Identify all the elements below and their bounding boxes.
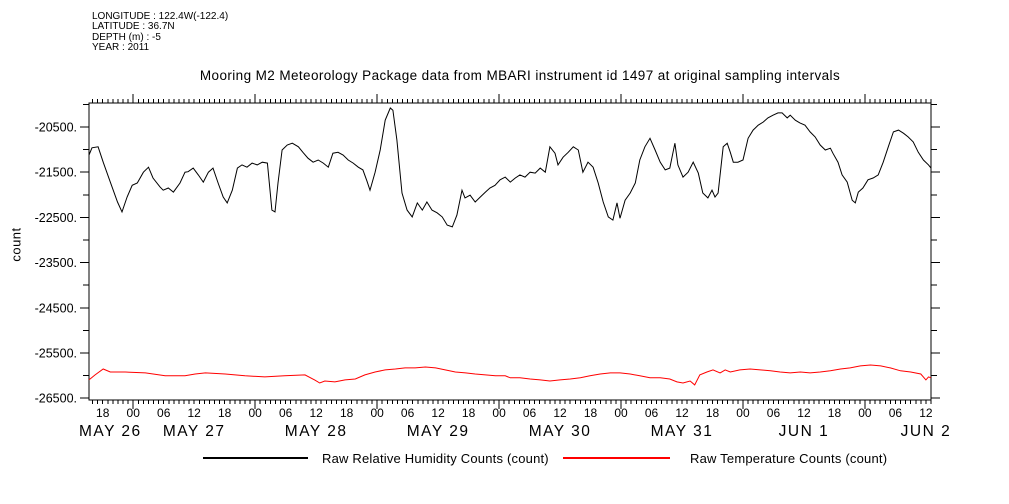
svg-text:12: 12	[553, 406, 567, 420]
svg-text:18: 18	[96, 406, 110, 420]
svg-text:18: 18	[827, 406, 842, 420]
svg-text:12: 12	[187, 406, 201, 420]
svg-text:00: 00	[858, 406, 872, 420]
svg-text:06: 06	[278, 406, 293, 420]
svg-text:06: 06	[522, 406, 537, 420]
svg-text:00: 00	[370, 406, 384, 420]
svg-text:18: 18	[217, 406, 232, 420]
svg-text:MAY 30: MAY 30	[528, 423, 592, 440]
svg-text:MAY 27: MAY 27	[162, 423, 226, 440]
svg-text:06: 06	[644, 406, 659, 420]
series-temperature-line	[89, 365, 931, 385]
legend-line-humidity	[203, 457, 308, 459]
svg-text:18: 18	[583, 406, 598, 420]
legend-line-temperature	[563, 457, 670, 459]
svg-text:-25500.: -25500.	[34, 346, 77, 361]
meta-depth: DEPTH (m) : -5	[92, 31, 161, 43]
svg-text:06: 06	[400, 406, 415, 420]
svg-text:18: 18	[705, 406, 720, 420]
svg-text:18: 18	[339, 406, 354, 420]
svg-text:MAY 29: MAY 29	[406, 423, 470, 440]
legend-label-temperature: Raw Temperature Counts (count)	[690, 451, 888, 466]
svg-text:-26500.: -26500.	[34, 391, 77, 406]
svg-text:MAY 31: MAY 31	[650, 423, 714, 440]
svg-text:-22500.: -22500.	[34, 210, 77, 225]
meta-latitude: LATITUDE : 36.7N	[92, 21, 175, 33]
legend-label-humidity: Raw Relative Humidity Counts (count)	[322, 451, 549, 466]
chart-title: Mooring M2 Meteorology Package data from MBARI instrument id 1497 at original sampling intervals	[199, 68, 841, 83]
svg-text:12: 12	[797, 406, 811, 420]
meta-longitude: LONGITUDE : 122.4W(-122.4)	[92, 11, 229, 22]
svg-text:00: 00	[736, 406, 750, 420]
svg-text:JUN 2: JUN 2	[900, 423, 952, 440]
svg-text:12: 12	[309, 406, 323, 420]
series-relative-humidity-line	[89, 108, 931, 227]
svg-text:00: 00	[614, 406, 628, 420]
svg-text:-23500.: -23500.	[34, 256, 77, 271]
y-tick-labels	[35, 120, 77, 405]
svg-text:06: 06	[888, 406, 903, 420]
svg-text:MAY 28: MAY 28	[284, 423, 348, 440]
plot-frame	[89, 103, 931, 400]
svg-text:06: 06	[766, 406, 781, 420]
meta-year: YEAR : 2011	[92, 41, 150, 53]
svg-text:MAY 26: MAY 26	[78, 423, 142, 440]
svg-text:06: 06	[157, 406, 171, 420]
svg-text:00: 00	[126, 406, 140, 420]
svg-text:12: 12	[675, 406, 689, 420]
svg-text:00: 00	[248, 406, 262, 420]
axis-ticks	[80, 94, 940, 409]
svg-text:-21500.: -21500.	[34, 165, 77, 180]
svg-text:00: 00	[492, 406, 506, 420]
svg-text:12: 12	[431, 406, 445, 420]
svg-text:18: 18	[461, 406, 476, 420]
svg-text:-24500.: -24500.	[34, 301, 77, 316]
svg-text:-20500.: -20500.	[34, 120, 77, 135]
svg-text:JUN 1: JUN 1	[778, 423, 830, 440]
y-axis-title: count	[8, 227, 24, 262]
x-hour-labels	[96, 406, 933, 420]
x-date-labels	[79, 423, 951, 440]
svg-text:12: 12	[919, 406, 933, 420]
